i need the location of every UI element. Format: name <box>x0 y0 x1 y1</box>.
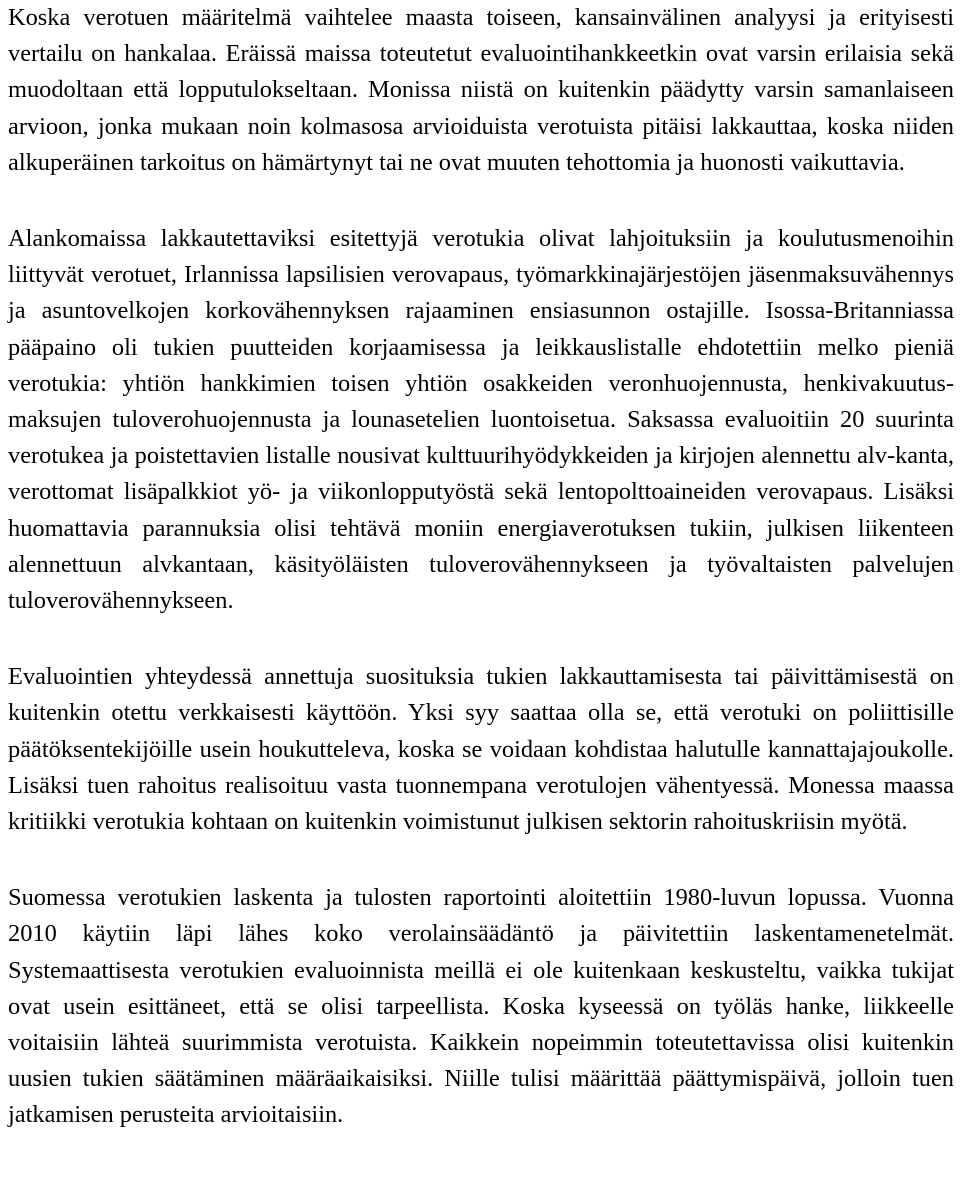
paragraph-4: Suomessa verotukien laskenta ja tulosten raportointi aloitettiin 1980-luvun lopussa. Vuonna 2010 käytiin läpi lähes koko verolainsäädäntö ja päivitettiin laskentamenetelmät. Systemaattisesta verotukien evaluoinnista meillä ei ole kuitenkaan keskusteltu, vaikka tukijat ovat usein esittäneet, että se olisi tarpeellista. Koska kyseessä on työläs hanke, liikkeelle voitaisiin lähteä suurimmista verotuista. Kaikkein nopeimmin toteutettavissa olisi kuitenkin uusien tukien säätäminen määräaikaisiksi. Niille tulisi määrittää päättymispäivä, jolloin tuen jatkamisen perusteita arvioitaisiin. <box>8 884 954 1129</box>
paragraph-1: Koska verotuen määritelmä vaihtelee maasta toiseen, kansainvälinen analyysi ja erityisesti vertailu on hankalaa. Eräissä maissa toteutetut evaluointihankkeetkin ovat varsin erilaisia sekä muodoltaan että lopputulokseltaan. Monissa niistä on kuitenkin päädytty varsin samanlaiseen arvioon, jonka mukaan noin kolmasosa arvioiduista verotuista pitäisi lakkauttaa, koska niiden alkuperäinen tarkoitus on hämärtynyt tai ne ovat muuten tehottomia ja huonosti vaikuttavia. <box>8 4 954 176</box>
paragraph-3: Evaluointien yhteydessä annettuja suosituksia tukien lakkauttamisesta tai päivittämisestä on kuitenkin otettu verkkaisesti käyttöön. Yksi syy saattaa olla se, että verotuki on poliittisille päätöksentekijöille usein houkutteleva, koska se voidaan kohdistaa halutulle kannattajajoukolle. Lisäksi tuen rahoitus realisoituu vasta tuonnempana verotulojen vähentyessä. Monessa maassa kritiikki verotukia kohtaan on kuitenkin voimistunut julkisen sektorin rahoituskriisin myötä. <box>8 663 954 836</box>
paragraph-2: Alankomaissa lakkautettaviksi esitettyjä verotukia olivat lahjoituksiin ja koulutusmenoihin liittyvät verotuet, Irlannissa lapsilisien verovapaus, työmarkkinajärjestöjen jäsenmaksuvähennys ja asuntovelkojen korkovähennyksen rajaaminen ensiasunnon ostajille. Isossa-Britanniassa pääpaino oli tukien puutteiden korjaamisessa ja leikkauslistalle ehdotettiin melko pieniä verotukia: yhtiön hankkimien toisen yhtiön osakkeiden veronhuojennusta, henkivakuutusmaksujen tuloverohuojennusta ja lounasetelien luontoisetua. Saksassa evaluoitiin 20 suurinta verotukea ja poistettavien listalle nousivat kulttuurihyödykkeiden ja kirjojen alennettu alv-kanta, verottomat lisäpalkkiot yö- ja viikonlopputyöstä sekä lentopolttoaineiden verovapaus. Lisäksi huomattavia parannuksia olisi tehtävä moniin energiaverotuksen tukiin, julkisen liikenteen alennettuun alvkantaan, käsityöläisten tuloverovähennykseen ja työvaltaisten palvelujen tuloverovähennykseen. <box>8 225 954 615</box>
document-page <box>8 0 954 1134</box>
